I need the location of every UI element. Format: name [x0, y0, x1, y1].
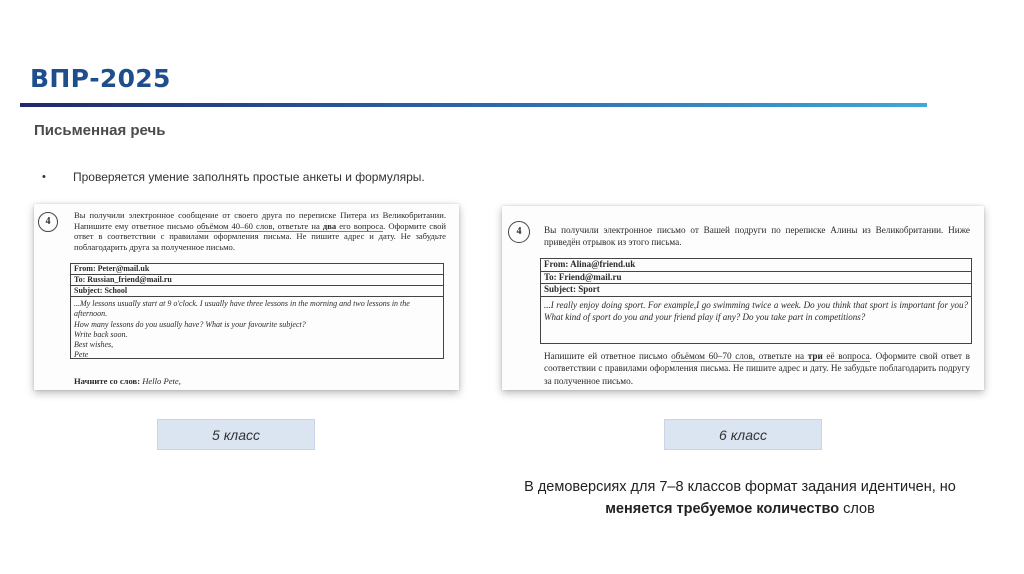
task-number-badge: 4 — [38, 212, 58, 232]
email-body-line: ...My lessons usually start at 9 o'clock. I usually have three lessons in the morning and two lessons in the afternoon. — [74, 299, 410, 319]
footnote-text: В демоверсиях для 7–8 классов формат задания идентичен, но меняется требуемое количество слов — [524, 479, 956, 517]
email-from: From: Peter@mail.uk — [71, 264, 443, 275]
email-to: To: Friend@mail.ru — [541, 272, 971, 285]
task-card-grade-6 — [502, 206, 984, 390]
email-body: ...I really enjoy doing sport. For example,I go swimming twice a week. Do you think that sport is important for you? What kind of sport do you and your friend play if any? Do you take part in competitions? — [544, 299, 968, 322]
grade-label-6: 6 класс — [664, 419, 822, 450]
email-body-line: Write back soon. — [74, 329, 128, 339]
email-body — [71, 297, 443, 363]
email-from: From: Alina@friend.uk — [541, 259, 971, 272]
start-phrase: Начните со слов: Hello Pete, — [74, 376, 181, 386]
grade-label-5: 5 класс — [157, 419, 315, 450]
word-count-highlight: объёмом 60–70 слов, ответьте на три её вопроса — [671, 351, 870, 361]
email-to: To: Russian_friend@mail.ru — [71, 275, 443, 286]
brand-title: ВПР-2025 — [30, 64, 171, 93]
email-subject: Subject: School — [71, 286, 443, 297]
task-number-badge: 4 — [508, 221, 530, 243]
email-excerpt-box — [540, 258, 972, 344]
bullet-text: Проверяется умение заполнять простые анкеты и формуляры. — [73, 170, 425, 184]
section-title: Письменная речь — [34, 122, 166, 139]
email-body-line: How many lessons do you usually have? What is your favourite subject? — [74, 319, 306, 329]
header-divider — [20, 103, 927, 107]
bullet-marker: • — [42, 171, 46, 183]
task-intro: Вы получили электронное письмо от Вашей подруги по переписке Алины из Великобритании. Ниже приведён отрывок из этого письма. — [544, 225, 970, 248]
word-count-highlight: объёмом 40–60 слов, ответьте на два его вопроса — [196, 220, 384, 231]
task-card-grade-5 — [34, 204, 459, 390]
email-body-line: Pete — [74, 350, 89, 360]
email-excerpt-box — [70, 263, 444, 359]
task-instruction: Вы получили электронное сообщение от своего друга по переписке Питера из Великобритании. Напишите ему ответное письмо объёмом 40–60 слов, ответьте на два его вопроса. Оформите свой ответ в соответствии с правилами оформления письма. Не пишите адрес и дату. Не забудьте поблагодарить друга за полученное письмо. — [74, 210, 446, 252]
email-subject: Subject: Sport — [541, 284, 971, 297]
task-instruction: Напишите ей ответное письмо объёмом 60–70 слов, ответьте на три её вопроса. Оформите свой ответ в соответствии с правилами оформления письма. Не пишите адрес и дату. Не забудьте поблагодарить подругу за полученное письмо. — [544, 351, 970, 386]
email-body-line: Best wishes, — [74, 340, 114, 350]
